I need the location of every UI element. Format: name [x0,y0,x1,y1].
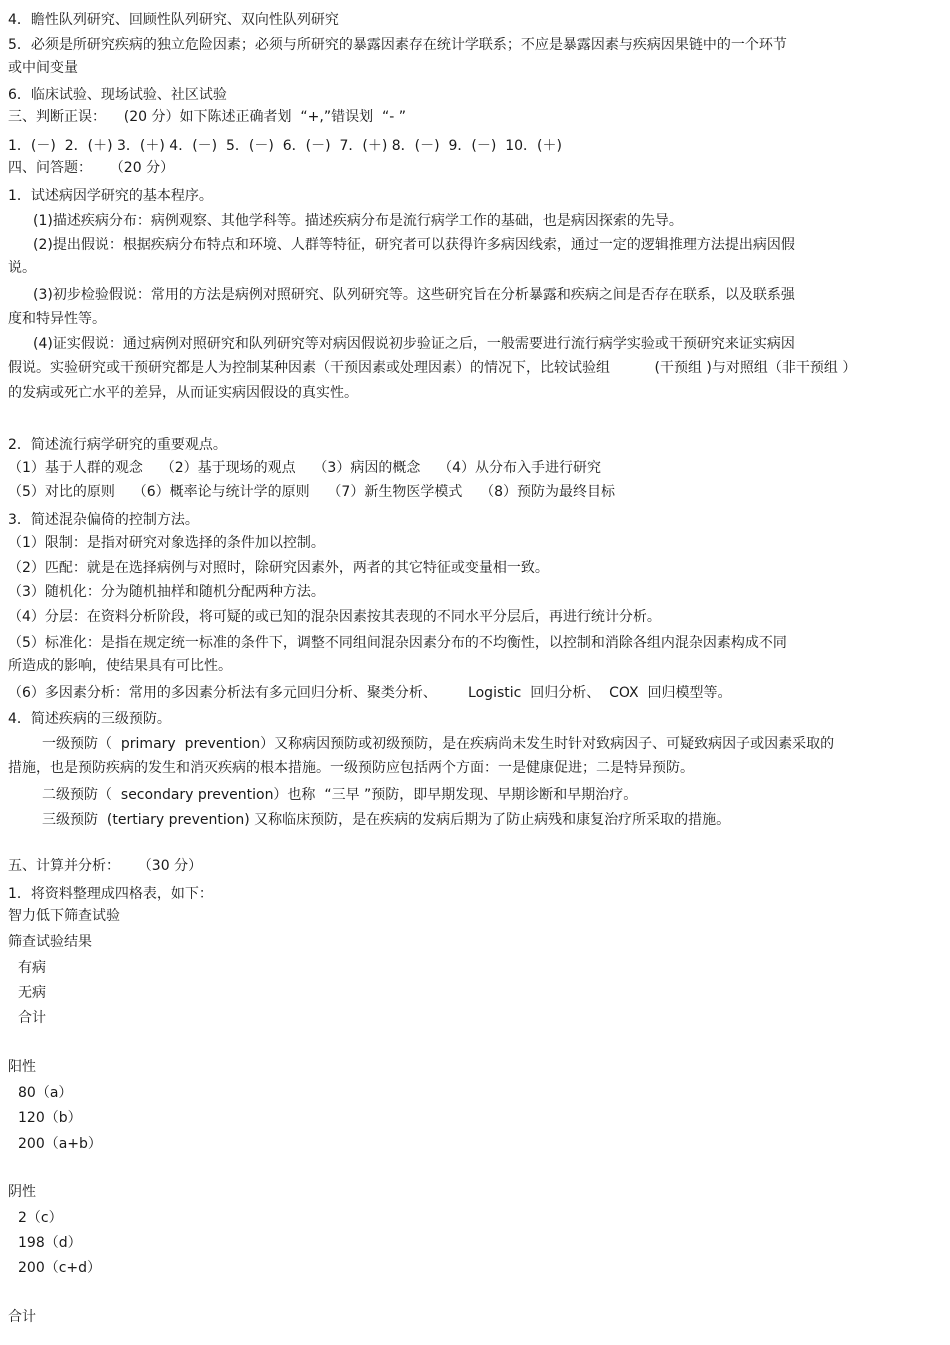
table-cell: 198（d） [18,1235,82,1251]
text-line: 5．必须是所研究疾病的独立危险因素；必须与所研究的暴露因素存在统计学联系；不应是暴露因素与疾病因果链中的一个环节 [8,37,787,53]
table-cell: 无病 [18,985,46,1001]
section-heading: 三、判断正误： (20 分）如下陈述正确者划 “+,”错误划 “- ” [8,109,407,125]
text-line: 6．临床试验、现场试验、社区试验 [8,87,227,103]
text-line: （1）基于人群的观念 （2）基于现场的观点 （3）病因的概念 （4）从分布入手进行研究 [8,460,602,476]
text-line: 度和特异性等。 [8,311,106,327]
answer-line: 1．(－) 2．(＋) 3．(＋) 4．(－) 5．(－) 6．(－) 7．(＋) 8．(－) 9．(－) 10．(＋) [8,138,562,154]
text-line: （3）随机化：分为随机抽样和随机分配两种方法。 [8,584,325,600]
text-line: （2）匹配：就是在选择病例与对照时，除研究因素外，两者的其它特征或变量相一致。 [8,560,549,576]
table-header-cell: 筛查试验结果 [8,934,92,950]
table-cell: 2（c） [18,1210,63,1226]
table-header-cell: 阳性 [8,1059,36,1075]
text-line: (4)证实假说：通过病例对照研究和队列研究等对病因假说初步验证之后，一般需要进行流行病学实验或干预研究来证实病因 [33,336,795,352]
section-heading: 五、计算并分析： （30 分） [8,858,203,874]
table-cell: 120（b） [18,1110,82,1126]
question-line: 4．简述疾病的三级预防。 [8,711,171,727]
text-line: 4．瞻性队列研究、回顾性队列研究、双向性队列研究 [8,12,339,28]
text-line: （5）对比的原则 （6）概率论与统计学的原则 （7）新生物医学模式 （8）预防为最终目标 [8,484,616,500]
table-title: 智力低下筛查试验 [8,908,120,924]
text-line: （6）多因素分析：常用的多因素分析法有多元回归分析、聚类分析、 Logistic 回归分析、 COX 回归模型等。 [8,685,732,701]
text-line: 三级预防 (tertiary prevention) 又称临床预防，是在疾病的发病后期为了防止病残和康复治疗所采取的措施。 [42,812,731,828]
text-line: 措施，也是预防疾病的发生和消灭疾病的根本措施。一级预防应包括两个方面：一是健康促进；二是特异预防。 [8,760,694,776]
text-line: 的发病或死亡水平的差异，从而证实病因假设的真实性。 [8,385,358,401]
text-line: （1）限制：是指对研究对象选择的条件加以控制。 [8,535,325,551]
table-header-cell: 合计 [8,1309,36,1325]
text-line: 一级预防（ primary prevention）又称病因预防或初级预防，是在疾病尚未发生时针对致病因子、可疑致病因子或因素采取的 [42,736,835,752]
question-line: 1．试述病因学研究的基本程序。 [8,188,213,204]
text-line: (2)提出假说：根据疾病分布特点和环境、人群等特征，研究者可以获得许多病因线索，通过一定的逻辑推理方法提出病因假 [33,237,795,253]
text-line: 二级预防（ secondary prevention）也称 “三早 ”预防，即早期发现、早期诊断和早期治疗。 [42,787,638,803]
text-line: （4）分层：在资料分析阶段，将可疑的或已知的混杂因素按其表现的不同水平分层后，再进行统计分析。 [8,609,661,625]
table-cell: 80（a） [18,1085,73,1101]
text-line: 假说。实验研究或干预研究都是人为控制某种因素（干预因素或处理因素）的情况下，比较试验组 (干预组 )与对照组（非干预组 ） [8,360,857,376]
table-cell: 合计 [18,1010,46,1026]
table-cell: 有病 [18,960,46,976]
table-cell: 200（c+d） [18,1260,102,1276]
text-line: (1)描述疾病分布：病例观察、其他学科等。描述疾病分布是流行病学工作的基础，也是病因探索的先导。 [33,213,683,229]
section-heading: 四、问答题： （20 分） [8,160,175,176]
text-line: 说。 [8,260,36,276]
text-line: (3)初步检验假说：常用的方法是病例对照研究、队列研究等。这些研究旨在分析暴露和疾病之间是否存在联系，以及联系强 [33,287,795,303]
table-cell: 200（a+b） [18,1136,102,1152]
text-line: 或中间变量 [8,60,78,76]
question-line: 2．简述流行病学研究的重要观点。 [8,437,227,453]
text-line: 所造成的影响，使结果具有可比性。 [8,658,232,674]
text-line: （5）标准化：是指在规定统一标准的条件下，调整不同组间混杂因素分布的不均衡性，以控制和消除各组内混杂因素构成不同 [8,635,787,651]
question-line: 3．简述混杂偏倚的控制方法。 [8,512,199,528]
table-header-cell: 阴性 [8,1184,36,1200]
question-line: 1．将资料整理成四格表，如下： [8,886,213,902]
